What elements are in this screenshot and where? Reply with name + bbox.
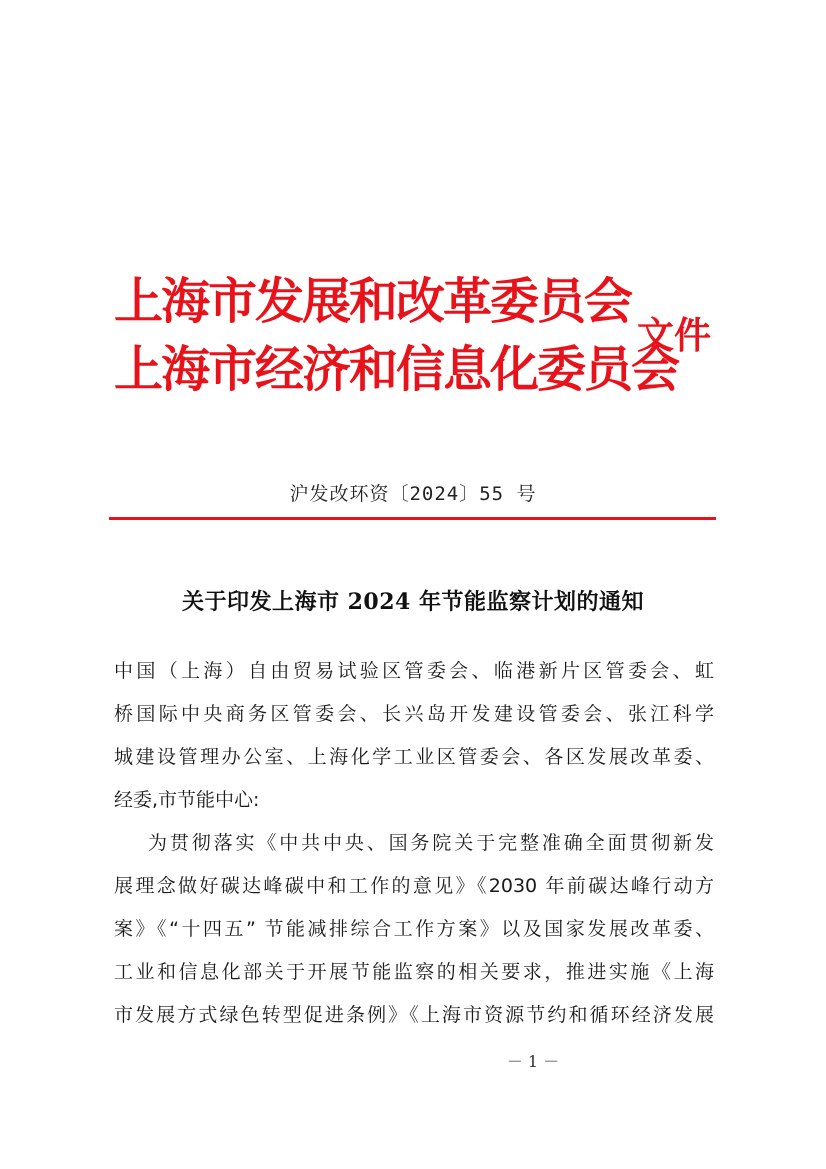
issuer-name-1: 上海市发展和改革委员会 bbox=[114, 272, 632, 330]
red-separator-line bbox=[109, 517, 716, 520]
addressee-line: 桥国际中央商务区管委会、长兴岛开发建设管委会、张江科学 bbox=[114, 703, 714, 725]
document-number: 沪发改环资〔2024〕55 号 bbox=[289, 483, 537, 505]
addressee-line: 中国（上海）自由贸易试验区管委会、临港新片区管委会、虹 bbox=[114, 660, 714, 682]
addressee-line: 经委,市节能中心: bbox=[114, 789, 260, 811]
paragraph-line: 工业和信息化部关于开展节能监察的相关要求，推进实施《上海 bbox=[114, 961, 714, 983]
paragraph-line: 为贯彻落实《中共中央、国务院关于完整准确全面贯彻新发 bbox=[148, 832, 714, 854]
paragraph-line: 市发展方式绿色转型促进条例》《上海市资源节约和循环经济发展 bbox=[114, 1004, 714, 1026]
addressee-line: 城建设管理办公室、上海化学工业区管委会、各区发展改革委、 bbox=[114, 746, 714, 768]
page-number bbox=[0, 1051, 826, 1073]
notice-title: 关于印发上海市 2024 年节能监察计划的通知 bbox=[181, 589, 645, 615]
issuer-name-2: 上海市经济和信息化委员会 bbox=[114, 340, 679, 398]
paragraph-line: 展理念做好碳达峰碳中和工作的意见》《2030 年前碳达峰行动方 bbox=[114, 875, 714, 897]
page-number-text: － 1 － bbox=[506, 1052, 560, 1071]
document-word: 文件 bbox=[637, 313, 711, 357]
paragraph-line: 案》《“十四五” 节能减排综合工作方案》以及国家发展改革委、 bbox=[114, 918, 714, 940]
